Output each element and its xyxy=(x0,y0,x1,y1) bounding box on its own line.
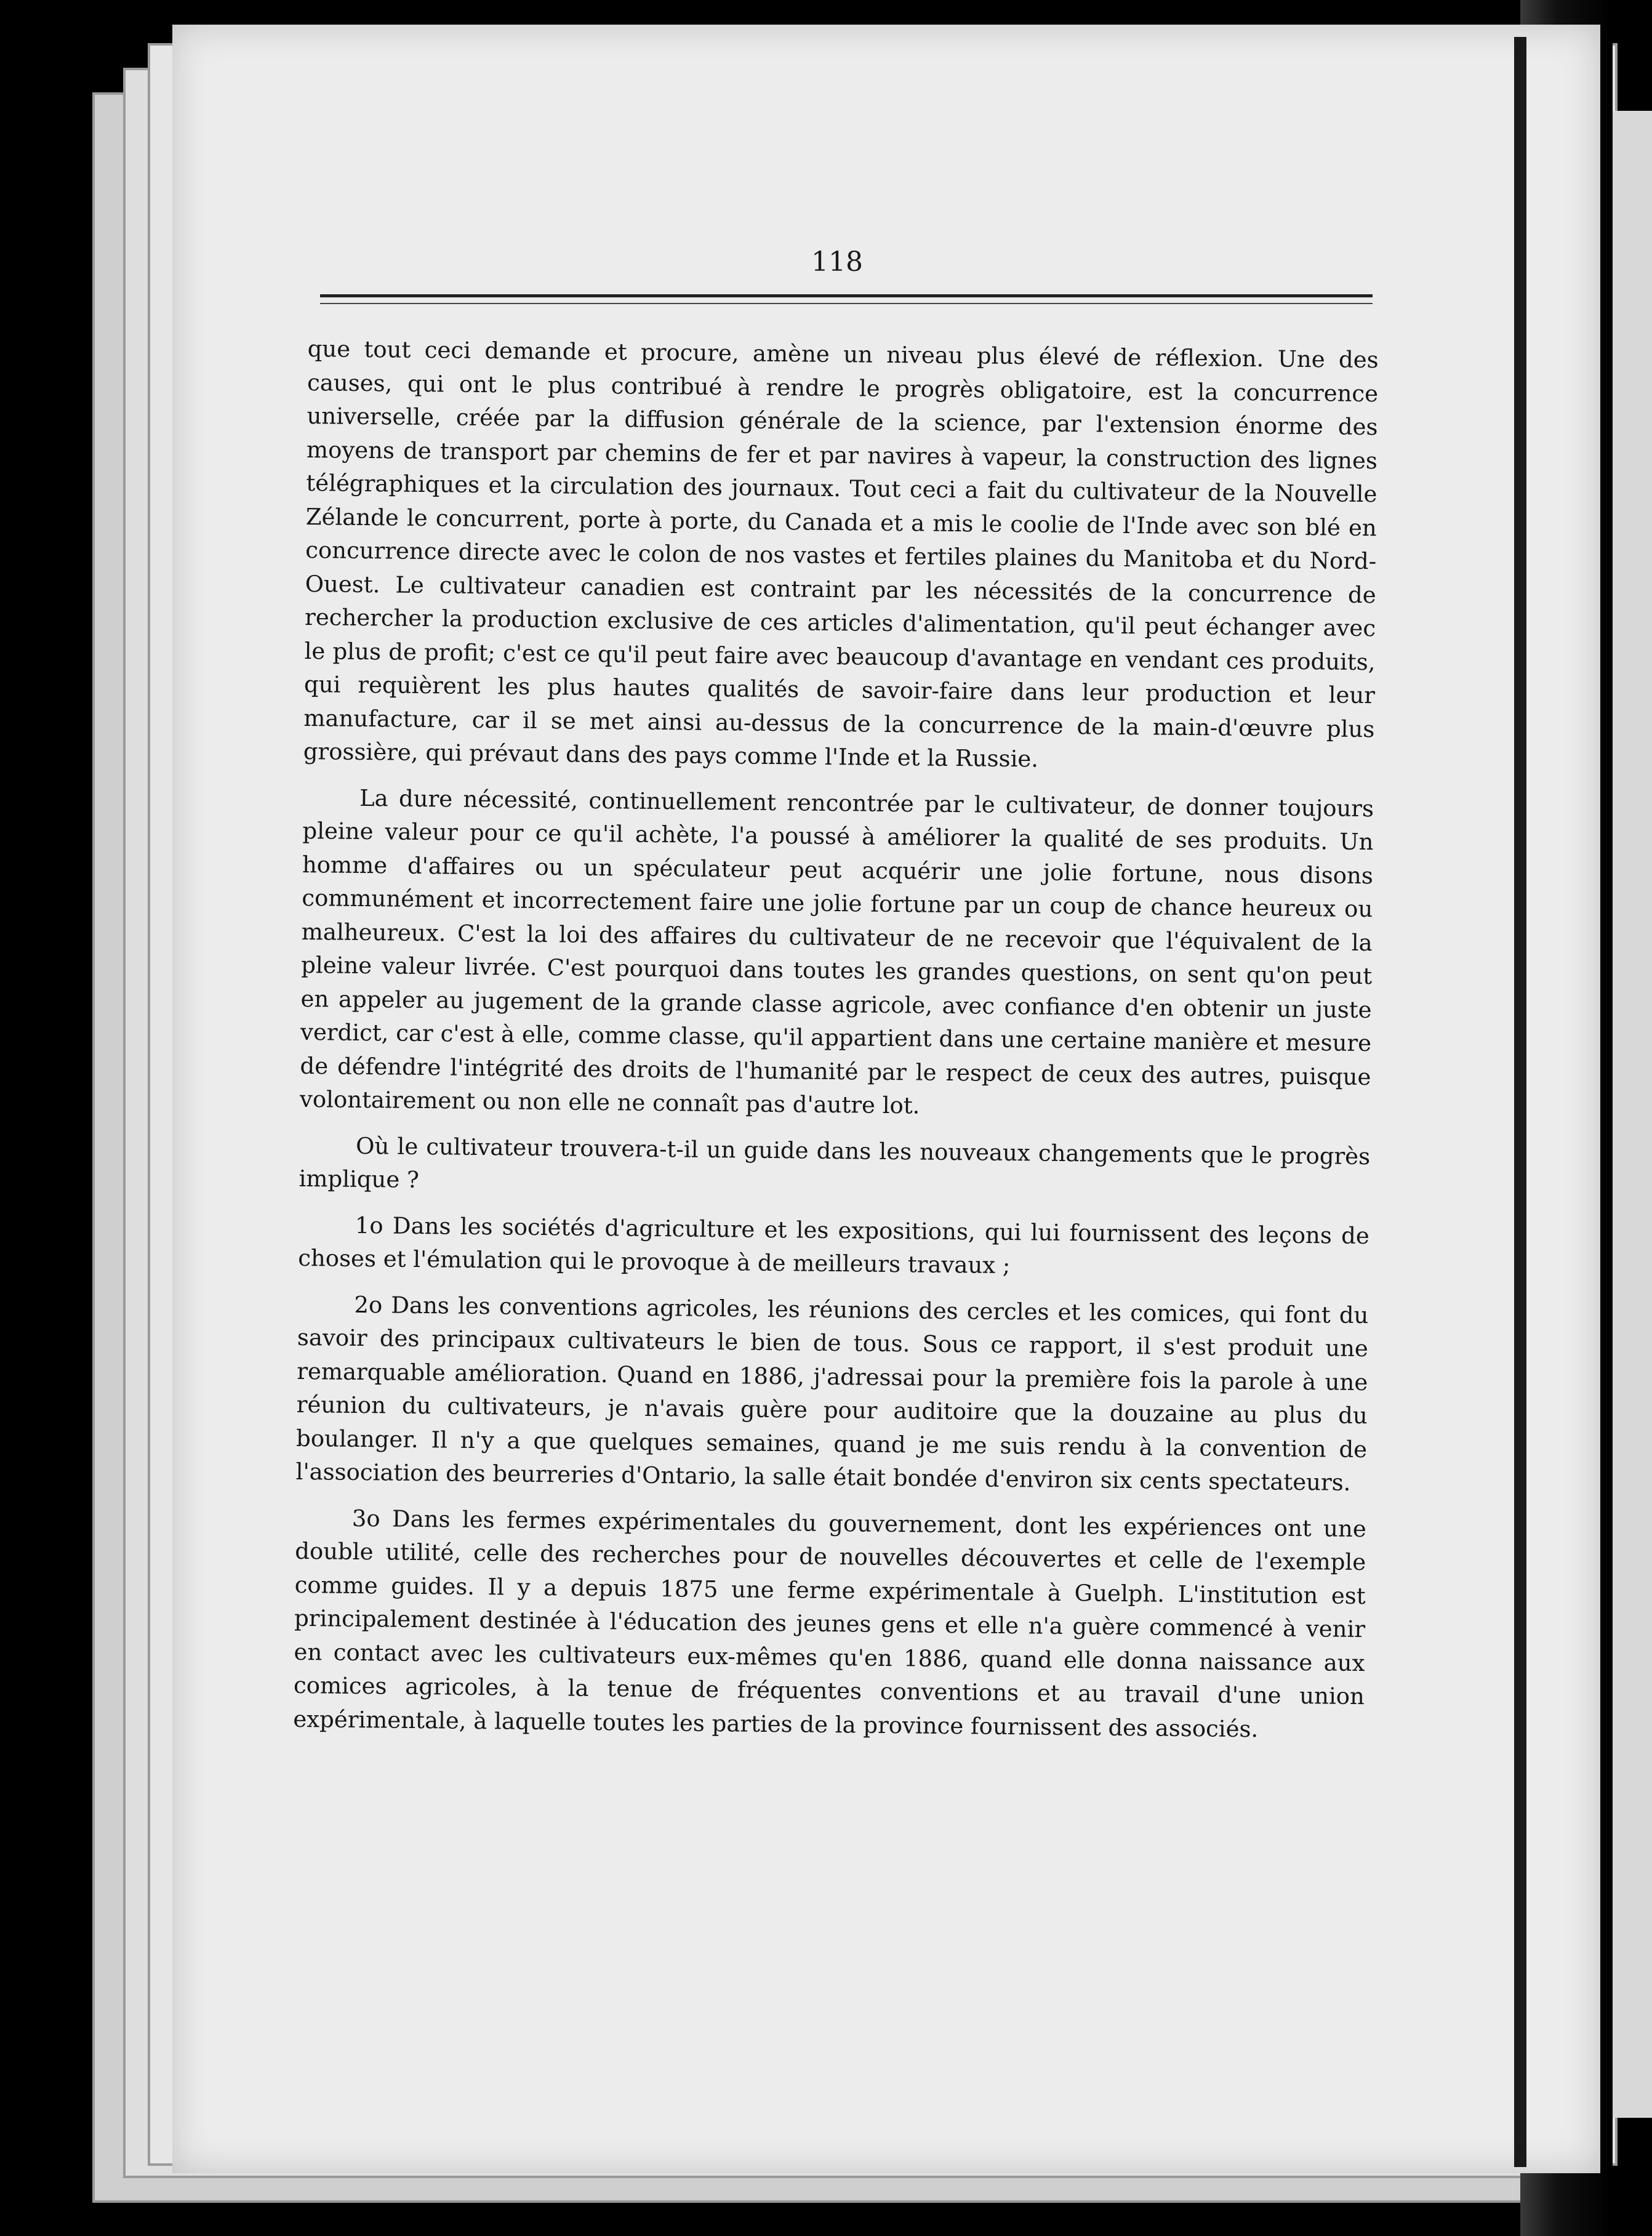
paragraph-3: Où le cultivateur trouvera-t-il un guide dans les nouveaux changements que le progrès implique ? xyxy=(299,1132,1371,1193)
paragraph-1: que tout ceci demande et procure, amène un niveau plus élevé de réflexion. Une des causes, qui ont le plus contribué à rendre le progrès obligatoire, est la concurrence universelle, créée par la diffusion générale de la science, par l'extension énorme des moyens de transport par chemins de fer et par navires à vapeur, la construction des lignes télégraphiques et la circulation des journaux. Tout ceci a fait du cultivateur de la Nouvelle Zélande le concurrent, porte à porte, du Canada et a mis le coolie de l'Inde avec son blé en concurrence directe avec le colon de nos vastes et fertiles plaines du Manitoba et du Nord-Ouest. Le cultivateur canadien est contraint par les nécessités de la concurrence de rechercher la production exclusive de ces articles d'alimentation, qu'il peut échanger avec le plus de profit; c'est ce qu'il peut faire avec beaucoup d'avantage en vendant ces produits, qui requièrent les plus hautes qualités de savoir-faire dans leur production et leur manufacture, car il se met ainsi au-dessus de la concurrence de la main-d'œuvre plus grossière, qui prévaut dans des pays comme l'Inde et la Russie. xyxy=(303,335,1379,773)
page-number: 118 xyxy=(811,246,863,278)
body-text xyxy=(293,332,1379,1747)
binding-shadow xyxy=(1514,37,1526,2167)
paragraph-5: 2o Dans les conventions agricoles, les réunions des cercles et les comices, qui font du savoir des principaux cultivateurs le bien de tous. Sous ce rapport, il s'est produit une remarquable amélioration. Quand en 1886, j'adressai pour la première fois la parole à une réunion du cultivateurs, je n'avais guère pour auditoire que la douzaine au plus du boulanger. Il n'y a que quelques semaines, quand je me suis rendu à la convention de l'association des beurreries d'Ontario, la salle était bondée d'environ six cents spectateurs. xyxy=(295,1291,1369,1496)
paragraph-4: 1o Dans les sociétés d'agriculture et les expositions, qui lui fournissent des leçons de choses et l'émulation qui le provoque à de meilleurs travaux ; xyxy=(298,1212,1369,1279)
next-page-edge xyxy=(1613,111,1652,2118)
header-rule xyxy=(320,294,1373,297)
header-rule-thin xyxy=(320,303,1373,304)
paragraph-6: 3o Dans les fermes expérimentales du gouvernement, dont les expériences ont une double utilité, celle des recherches pour de nouvelles découvertes et celle de l'exemple comme guides. Il y a depuis 1875 une ferme expérimentale à Guelph. L'institution est principalement destinée à l'éducation des jeunes gens et elle n'a guère commencé à venir en contact avec les cultivateurs eux-mêmes qu'en 1886, quand elle donna naissance aux comices agricoles, à la tenue de fréquentes conventions et au travail d'une union expérimentale, à laquelle toutes les parties de la province fournissent des associés. xyxy=(293,1505,1366,1742)
paragraph-2: La dure nécessité, continuellement rencontrée par le cultivateur, de donner toujours pleine valeur pour ce qu'il achète, l'a poussé à améliorer la qualité de ses produits. Un homme d'affaires ou un spéculateur peut acquérir une jolie fortune, nous disons communément et incorrectement faire une jolie fortune par un coup de chance heureux ou malheureux. C'est la loi des affaires du cultivateur de ne recevoir que l'équivalent de la pleine valeur livrée. C'est pourquoi dans toutes les grandes questions, on sent qu'on peut en appeler au jugement de la grande classe agricole, avec confiance d'en obtenir un juste verdict, car c'est à elle, comme classe, qu'il appartient dans une certaine manière et mesure de défendre l'intégrité des droits de l'humanité par le respect de ceux des autres, puisque volontairement ou non elle ne connaît pas d'autre lot. xyxy=(299,784,1374,1119)
